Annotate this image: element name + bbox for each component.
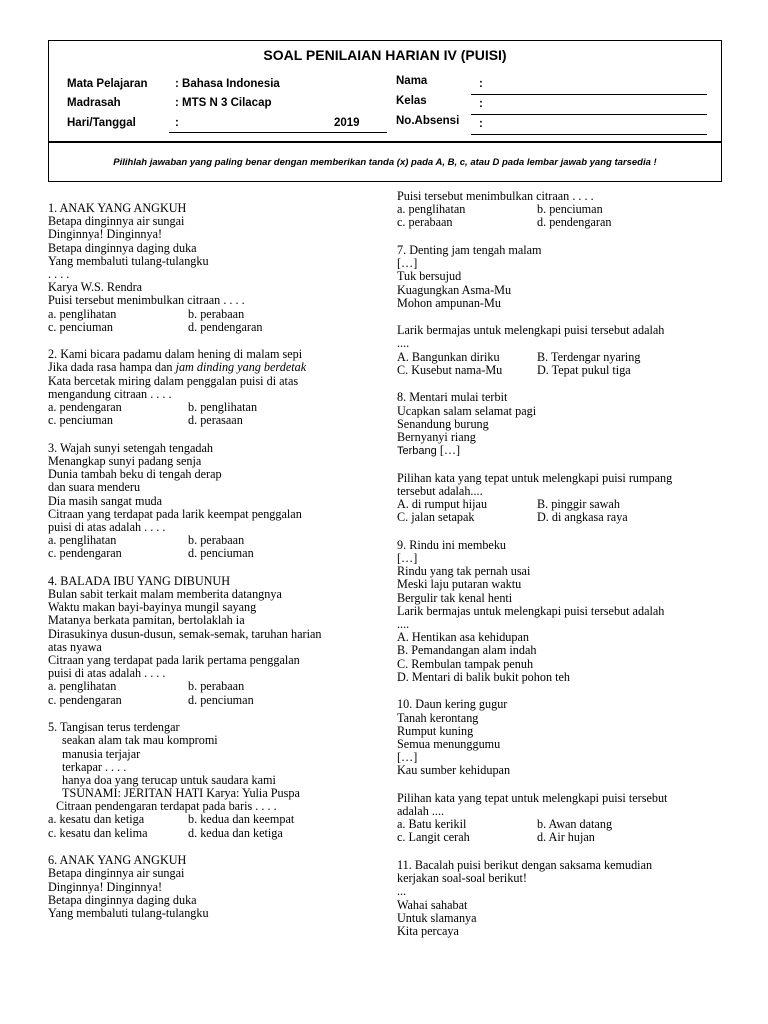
q3-line: Citraan yang terdapat pada larik keempat penggalan [48,506,302,521]
subject-label: Mata Pelajaran [67,78,148,90]
absence-colon: : [479,118,483,130]
absence-field-line[interactable] [471,134,707,135]
q1-option-d[interactable]: d. pendengaran [188,319,263,334]
q4-option-a[interactable]: a. penglihatan [48,679,117,694]
q2-option-d[interactable]: d. perasaan [188,413,243,428]
q6-line: Yang membaluti tulang-tulangku [48,905,209,920]
q3-line: Dunia tambah beku di tengah derap [48,467,222,482]
q4-line: Dirasukinya dusun-dusun, semak-semak, taruhan harian [48,626,322,641]
q7-option-a[interactable]: A. Bangunkan diriku [397,349,500,364]
q2-option-b[interactable]: b. penglihatan [188,400,258,415]
q10-options-row [397,831,727,844]
q4-options-row [48,694,376,707]
q9-line: Bergulir tak kenal henti [397,590,513,605]
q11-line: kerjakan soal-soal berikut! [397,871,527,886]
q6-option-a[interactable]: a. penglihatan [397,202,466,217]
q8-line: tersebut adalah.... [397,483,483,498]
q7-options-row [397,364,727,377]
q10-line: adalah .... [397,804,445,819]
q2-line: Kata bercetak miring dalam penggalan puisi di atas [48,373,299,388]
q2-option-c[interactable]: c. penciuman [48,413,113,428]
exam-title: SOAL PENILAIAN HARIAN IV (PUISI) [263,47,507,63]
q8-options-row [397,511,727,524]
q6-options-row [397,216,727,229]
q9-line: Meski laju putaran waktu [397,577,522,592]
q6-line: Puisi tersebut menimbulkan citraan . . . . [397,189,594,203]
q3-line: 3. Wajah sunyi setengah tengadah [48,440,213,455]
q6-line: Betapa dinginnya daging duka [48,892,197,907]
q4-line: Bulan sabit terkait malam memberita datangnya [48,587,282,602]
question-4 [48,575,376,707]
q3-option-d[interactable]: d. penciuman [188,546,254,561]
q10-line: Kau sumber kehidupan [397,763,511,778]
class-field-line[interactable] [471,114,707,115]
question-6-continued [397,190,727,230]
q6-option-d[interactable]: d. pendengaran [537,215,612,230]
q5-line: seakan alam tak mau kompromi [62,733,218,748]
q3-line: Dia masih sangat muda [48,493,163,508]
q1-line: . . . . [48,266,70,281]
q6-line: Betapa dinginnya air sungai [48,866,185,881]
q7-line: Larik bermajas untuk melengkapi puisi tersebut adalah [397,323,665,338]
q5-line: terkapar . . . . [62,759,127,774]
question-1 [48,202,376,334]
q11-line: Kita percaya [397,923,459,938]
right-column [397,190,727,938]
q9-line: […] [397,551,418,566]
q1-line: Dinginnya! Dinginnya! [48,227,163,242]
q6-option-b[interactable]: b. penciuman [537,202,603,217]
q5-option-b[interactable]: b. kedua dan keempat [188,812,295,827]
q1-line: Yang membaluti tulang-tulangku [48,253,209,268]
q10-option-d[interactable]: d. Air hujan [537,830,595,845]
q7-line: .... [397,336,410,351]
q7-line: […] [397,256,418,271]
question-3 [48,442,376,561]
q8-text: Terbang [397,445,440,458]
q9-line: .... [397,617,410,632]
q5-options-row [48,827,376,840]
q4-option-c[interactable]: c. pendengaran [48,692,122,707]
exam-header [48,40,722,142]
q1-line: Karya W.S. Rendra [48,280,143,295]
q1-line: 1. ANAK YANG ANGKUH [48,201,187,215]
q10-line: […] [397,750,418,765]
q2-options-row [48,414,376,427]
q9-line: 9. Rindu ini membeku [397,537,507,552]
q5-option-c[interactable]: c. kesatu dan kelima [48,825,148,840]
q7-option-b[interactable]: B. Terdengar nyaring [537,349,641,364]
q7-line: 7. Denting jam tengah malam [397,242,542,257]
q7-option-c[interactable]: C. Kusebut nama-Mu [397,362,503,377]
q3-options-row [48,547,376,560]
q8-line: Pilihan kata yang tepat untuk melengkapi puisi rumpang [397,470,673,485]
name-field-line[interactable] [471,94,707,95]
question-8 [397,391,727,524]
q5-line: hanya doa yang terucap untuk saudara kami [62,772,276,787]
q7-line: Tuk bersujud [397,269,462,284]
q10-line: Tanah kerontang [397,710,479,725]
q10-line: Semua menunggumu [397,736,501,751]
q11-line: ... [397,884,407,899]
q3-line: puisi di atas adalah . . . . [48,519,166,534]
question-11 [397,859,727,938]
q8-option-c[interactable]: C. jalan setapak [397,510,475,525]
q4-option-d[interactable]: d. penciuman [188,692,254,707]
class-colon: : [479,98,483,110]
subject-value: : Bahasa Indonesia [175,78,280,90]
class-label: Kelas [396,95,427,107]
q9-option-d[interactable]: D. Mentari di balik bukit pohon teh [397,669,570,684]
q2-line: mengandung citraan . . . . [48,386,172,401]
q8-line: Bernyanyi riang [397,429,476,444]
q8-line: Senandung burung [397,416,489,431]
q7-line: Mohon ampunan-Mu [397,295,501,310]
q1-line: Betapa dinginnya air sungai [48,214,185,229]
q4-line: Citraan yang terdapat pada larik pertama penggalan [48,652,300,667]
q3-line: Menangkap sunyi padang senja [48,453,202,468]
q1-line: Betapa dinginnya daging duka [48,240,197,255]
q8-line: Ucapkan salam selamat pagi [397,403,537,418]
q10-line: 10. Daun kering gugur [397,697,508,712]
left-column [48,202,376,920]
question-10 [397,698,727,844]
q11-line: 11. Bacalah puisi berikut dengan saksama kemudian [397,858,653,872]
absence-label: No.Absensi [396,115,460,127]
q3-option-a[interactable]: a. penglihatan [48,533,117,548]
q5-line: TSUNAMI: JERITAN HATI Karya: Yulia Puspa [62,786,300,801]
madrasah-value: : MTS N 3 Cilacap [175,97,272,109]
q2-italic-phrase: jam dinding yang berdetak [175,360,307,375]
instruction-text: Pilihlah jawaban yang paling benar dengan memberikan tanda (x) pada A, B, c, atau D pada lembar jawab yang tarsedia ! [113,156,657,168]
q4-line: atas nyawa [48,639,102,654]
q9-option-a[interactable]: A. Hentikan asa kehidupan [397,630,529,645]
name-colon: : [479,78,483,90]
q10-option-a[interactable]: a. Batu kerikil [397,817,467,832]
q6-line: 6. ANAK YANG ANGKUH [48,853,187,868]
q7-option-d[interactable]: D. Tepat pukul tiga [537,362,631,377]
q3-option-c[interactable]: c. pendengaran [48,546,122,561]
question-9 [397,539,727,684]
q10-option-b[interactable]: b. Awan datang [537,817,613,832]
q3-line: dan suara menderu [48,480,141,495]
q9-line: Larik bermajas untuk melengkapi puisi tersebut adalah [397,603,665,618]
q8-option-a[interactable]: A. di rumput hijau [397,497,488,512]
q1-line: Puisi tersebut menimbulkan citraan . . . . [48,293,245,308]
date-underline [169,132,387,133]
q8-line [397,444,727,457]
q11-line: Untuk slamanya [397,910,477,925]
q6-line: Dinginnya! Dinginnya! [48,879,163,894]
q5-line: 5. Tangisan terus terdengar [48,720,180,735]
q2-line: 2. Kami bicara padamu dalam hening di malam sepi [48,347,303,362]
q7-line: Kuagungkan Asma-Mu [397,282,512,297]
q1-option-b[interactable]: b. perabaan [188,306,245,321]
q1-option-c[interactable]: c. penciuman [48,319,113,334]
q5-option-a[interactable]: a. kesatu dan ketiga [48,812,145,827]
q1-option-a[interactable]: a. penglihatan [48,306,117,321]
q9-option-c[interactable]: C. Rembulan tampak penuh [397,656,534,671]
q6-option-c[interactable]: c. perabaan [397,215,453,230]
q4-line: 4. BALADA IBU YANG DIBUNUH [48,573,231,588]
date-label: Hari/Tanggal [67,117,136,129]
q8-line: 8. Mentari mulai terbit [397,390,508,405]
question-5 [48,721,376,840]
q2-line [48,361,376,374]
question-6 [48,854,376,920]
year-value: 2019 [334,117,360,129]
q4-option-b[interactable]: b. perabaan [188,679,245,694]
q11-line: Wahai sahabat [397,897,468,912]
q2-option-a[interactable]: a. pendengaran [48,400,122,415]
q10-line: Pilihan kata yang tepat untuk melengkapi puisi tersebut [397,790,668,805]
q4-line: Matanya berkata pamitan, bertolaklah ia [48,613,245,628]
q3-option-b[interactable]: b. perabaan [188,533,245,548]
q5-line: manusia terjajar [62,746,141,761]
date-colon: : [175,117,179,129]
q8-blank: […] [439,443,461,458]
q4-line: Waktu makan bayi-bayinya mungil sayang [48,600,257,615]
q8-option-b[interactable]: B. pinggir sawah [537,497,620,512]
question-7 [397,244,727,377]
q9-line: Rindu yang tak pernah usai [397,564,531,579]
q2-text: Jika dada rasa hampa dan [48,360,176,375]
q5-option-d[interactable]: d. kedua dan ketiga [188,825,283,840]
q5-line: Citraan pendengaran terdapat pada baris . . . . [56,799,277,814]
q10-line: Rumput kuning [397,723,474,738]
madrasah-label: Madrasah [67,97,121,109]
question-2 [48,348,376,427]
q8-option-d[interactable]: D. di angkasa raya [537,510,628,525]
q1-options-row [48,321,376,334]
name-label: Nama [396,75,428,87]
q4-line: puisi di atas adalah . . . . [48,666,166,681]
q9-option-b[interactable]: B. Pemandangan alam indah [397,643,537,658]
q10-option-c[interactable]: c. Langit cerah [397,830,470,845]
instruction-box [48,142,722,182]
